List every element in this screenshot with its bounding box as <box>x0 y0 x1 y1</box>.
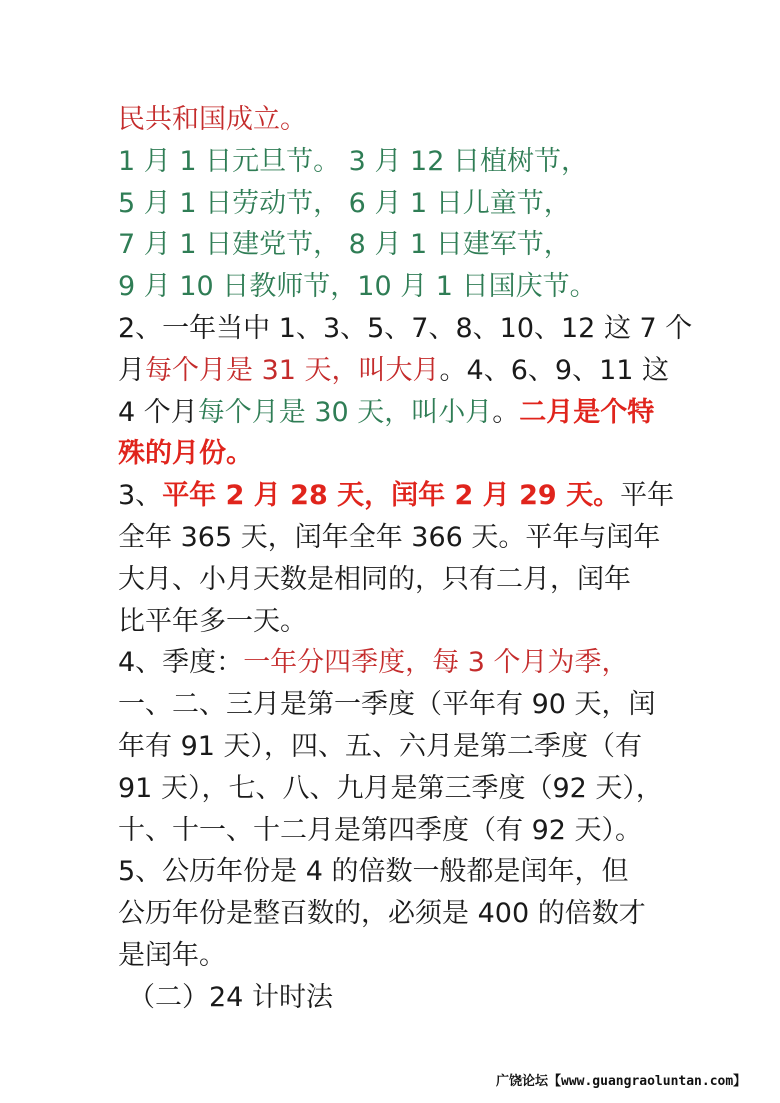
text-line <box>118 810 670 852</box>
text-segment: 1 月 1 日元旦节。 3 月 12 日植树节， <box>118 145 588 177</box>
text-segment: 每个月是 31 天，叫大月 <box>145 354 440 386</box>
footer-watermark: 广饶论坛【www.guangraoluntan.com】 <box>496 1074 747 1089</box>
text-segment: 2、一年当中 1、3、5、7、8、10、12 这 7 个 <box>118 312 693 344</box>
text-line <box>118 726 670 768</box>
text-line <box>118 893 670 935</box>
text-segment: 二月是个特 <box>519 396 655 428</box>
text-line <box>118 684 670 726</box>
text-segment: 。4、6、9、11 这 <box>439 354 670 386</box>
document-body <box>118 99 693 1019</box>
text-line <box>118 141 670 183</box>
text-line <box>118 224 670 266</box>
text-segment: 比平年多一天。 <box>118 605 307 637</box>
text-segment: 全年 365 天，闰年全年 366 天。平年与闰年 <box>118 521 661 553</box>
text-segment: （二）24 计时法 <box>128 981 333 1013</box>
text-line <box>118 350 670 392</box>
text-segment: 5、公历年份是 4 的倍数一般都是闰年，但 <box>118 856 629 888</box>
text-line <box>118 559 670 601</box>
text-line <box>118 308 693 350</box>
text-line <box>118 183 670 225</box>
text-line <box>118 392 670 434</box>
text-segment: 平年 2 月 28 天，闰年 2 月 29 天。 <box>162 480 621 512</box>
text-line <box>118 977 670 1019</box>
text-line <box>118 851 670 893</box>
text-segment: 十、十一、十二月是第四季度（有 92 天）。 <box>118 814 643 846</box>
text-line <box>118 266 670 308</box>
text-line <box>118 99 670 141</box>
text-segment: 91 天），七、八、九月是第三季度（92 天）， <box>118 772 663 804</box>
text-line <box>118 475 675 517</box>
text-segment: 民共和国成立。 <box>118 104 307 135</box>
text-segment: 5 月 1 日劳动节， 6 月 1 日儿童节， <box>118 187 571 219</box>
text-line <box>118 517 670 559</box>
text-segment: 殊的月份。 <box>118 438 253 470</box>
text-segment: 年有 91 天），四、五、六月是第二季度（有 <box>118 730 643 762</box>
text-line <box>118 601 670 643</box>
text-segment: 7 月 1 日建党节， 8 月 1 日建军节， <box>118 229 571 261</box>
text-line <box>118 642 670 684</box>
text-segment: 。 <box>492 396 520 428</box>
text-segment: 大月、小月天数是相同的，只有二月，闰年 <box>118 563 631 595</box>
text-segment: 4 个月 <box>118 396 198 428</box>
text-line <box>118 935 670 977</box>
text-segment: 一、二、三月是第一季度（平年有 90 天，闰 <box>118 689 656 721</box>
text-segment: 平年 <box>620 480 675 512</box>
text-segment: 3、 <box>118 480 163 512</box>
text-segment: 公历年份是整百数的，必须是 400 的倍数才 <box>118 898 646 930</box>
text-line <box>118 433 670 475</box>
text-segment: 是闰年。 <box>118 939 226 971</box>
text-segment: 月 <box>118 354 145 386</box>
text-line <box>118 768 670 810</box>
text-segment: 4、季度： <box>118 647 244 679</box>
text-segment: 每个月是 30 天，叫小月 <box>197 396 493 428</box>
text-segment: 一年分四季度，每 3 个月为季， <box>243 647 629 679</box>
text-segment: 9 月 10 日教师节，10 月 1 日国庆节。 <box>118 271 597 303</box>
